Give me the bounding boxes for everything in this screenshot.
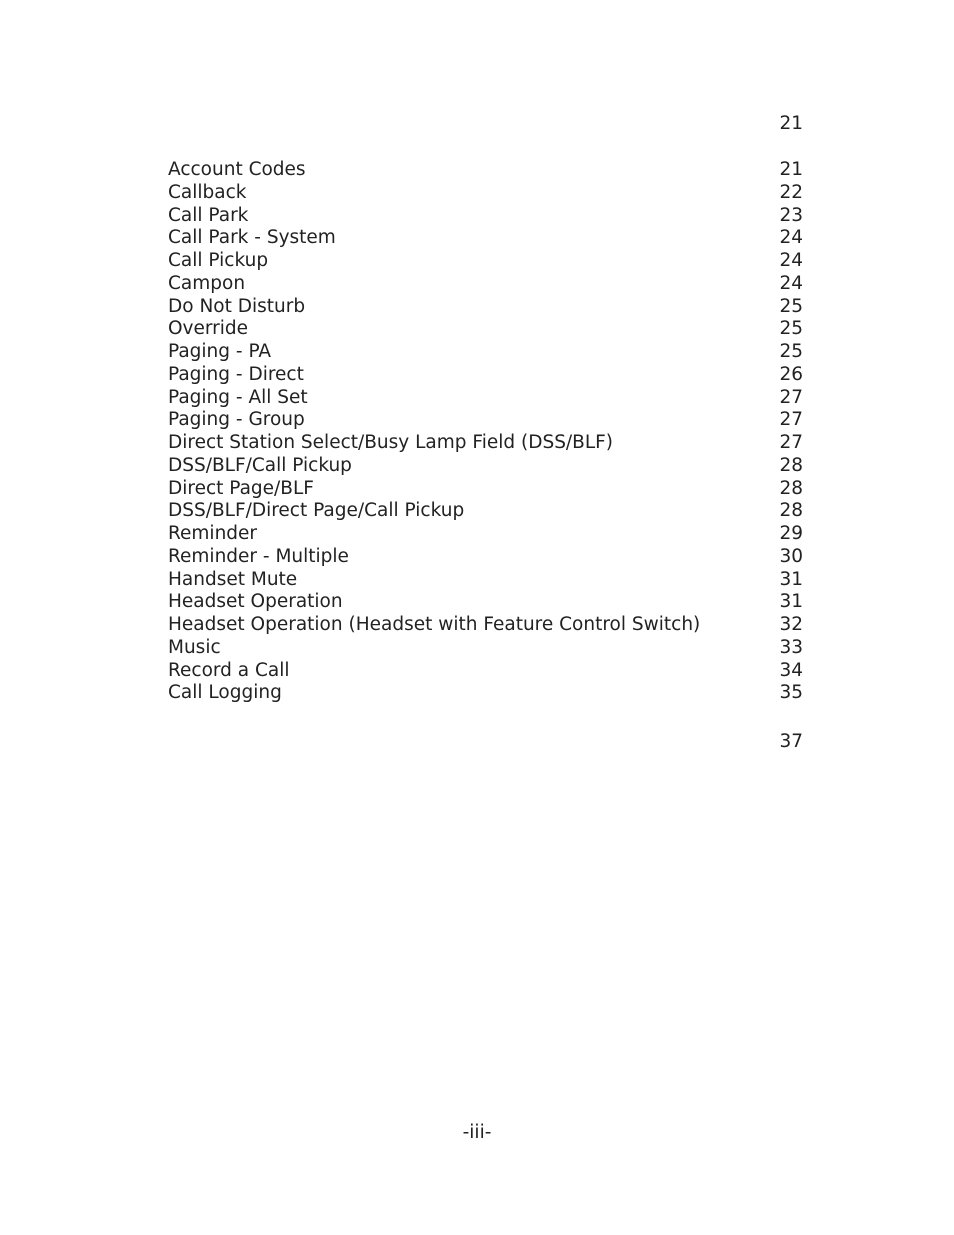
toc-section-page: 21 bbox=[779, 113, 803, 134]
toc-entry[interactable] bbox=[168, 591, 803, 614]
toc-entry-title: Call Logging bbox=[168, 682, 282, 704]
toc-entry-title: Call Pickup bbox=[168, 250, 269, 271]
toc-entry-title: Paging - Group bbox=[168, 409, 305, 431]
toc-entry[interactable] bbox=[168, 614, 803, 637]
toc-entry-page: 25 bbox=[779, 318, 803, 340]
toc-entry-page: 31 bbox=[779, 568, 803, 590]
toc-entry-page: 27 bbox=[779, 386, 803, 408]
toc-entry[interactable] bbox=[168, 250, 803, 273]
toc-entry-title: Headset Operation bbox=[168, 591, 343, 613]
toc-entry[interactable] bbox=[168, 637, 803, 660]
toc-entry-page: 28 bbox=[779, 477, 803, 499]
toc-entry-page: 32 bbox=[779, 614, 803, 635]
toc-entry-title: Call Park bbox=[168, 204, 249, 226]
toc-entry[interactable] bbox=[168, 682, 803, 705]
toc-section-row bbox=[168, 111, 803, 136]
toc-entry-page: 22 bbox=[779, 181, 803, 203]
toc-entry-title: Account Codes bbox=[168, 159, 306, 180]
toc-section-page: 37 bbox=[779, 731, 803, 752]
toc-entry-page: 21 bbox=[779, 159, 803, 180]
toc-entry-page: 25 bbox=[779, 295, 803, 317]
toc-entry-page: 30 bbox=[779, 545, 803, 567]
toc-entry-title: Reminder - Multiple bbox=[168, 545, 349, 567]
toc-entry-page: 29 bbox=[779, 523, 803, 544]
toc-entry-page: 26 bbox=[779, 363, 803, 385]
toc-entry-title: Record a Call bbox=[168, 659, 290, 681]
toc-entry-title: Music bbox=[168, 636, 221, 658]
toc-entry-title: Paging - All Set bbox=[168, 386, 308, 408]
toc-section-row bbox=[168, 729, 803, 754]
toc-entry-page: 28 bbox=[779, 500, 803, 522]
toc-entry[interactable] bbox=[168, 205, 803, 228]
toc-entry[interactable] bbox=[168, 432, 803, 455]
toc-entry-title: Reminder bbox=[168, 523, 258, 544]
toc-entry-page: 27 bbox=[779, 432, 803, 453]
toc-entry-title: Headset Operation (Headset with Feature Control Switch) bbox=[168, 614, 701, 635]
table-of-contents bbox=[168, 111, 803, 754]
toc-entry[interactable] bbox=[168, 523, 803, 546]
toc-entry-page: 27 bbox=[779, 409, 803, 431]
toc-entry-title: Handset Mute bbox=[168, 568, 298, 590]
toc-entry[interactable] bbox=[168, 364, 803, 387]
toc-entry-page: 31 bbox=[779, 591, 803, 613]
toc-entry[interactable] bbox=[168, 409, 803, 432]
toc-entry-page: 34 bbox=[779, 659, 803, 681]
toc-entry-title: Direct Station Select/Busy Lamp Field (DSS/BLF) bbox=[168, 432, 614, 453]
toc-entry-page: 35 bbox=[779, 682, 803, 704]
toc-entry-title: Override bbox=[168, 318, 249, 340]
toc-entry-page: 25 bbox=[779, 341, 803, 362]
toc-entry-page: 24 bbox=[779, 227, 803, 249]
toc-entry-page: 33 bbox=[779, 636, 803, 658]
toc-entries-list bbox=[168, 159, 803, 705]
toc-entry-title: DSS/BLF/Direct Page/Call Pickup bbox=[168, 500, 465, 522]
toc-entry[interactable] bbox=[168, 387, 803, 410]
toc-entry[interactable] bbox=[168, 455, 803, 478]
toc-entry[interactable] bbox=[168, 341, 803, 364]
toc-entry[interactable] bbox=[168, 273, 803, 296]
toc-entry[interactable] bbox=[168, 660, 803, 683]
toc-entry-title: Campon bbox=[168, 272, 246, 294]
toc-entry[interactable] bbox=[168, 227, 803, 250]
toc-entry[interactable] bbox=[168, 478, 803, 501]
toc-entry-title: Paging - PA bbox=[168, 341, 272, 362]
toc-entry[interactable] bbox=[168, 569, 803, 592]
toc-entry-page: 23 bbox=[779, 204, 803, 226]
toc-entry-title: Call Park - System bbox=[168, 227, 336, 249]
toc-entry[interactable] bbox=[168, 159, 803, 182]
toc-entry-page: 28 bbox=[779, 454, 803, 476]
toc-entry[interactable] bbox=[168, 182, 803, 205]
toc-entry[interactable] bbox=[168, 546, 803, 569]
toc-entry-title: Direct Page/BLF bbox=[168, 477, 314, 499]
toc-entry-title: DSS/BLF/Call Pickup bbox=[168, 454, 352, 476]
page-number-footer: -iii- bbox=[462, 1122, 492, 1143]
toc-entry-title: Paging - Direct bbox=[168, 363, 304, 385]
toc-entry-title: Callback bbox=[168, 181, 247, 203]
toc-entry-page: 24 bbox=[779, 272, 803, 294]
toc-entry-page: 24 bbox=[779, 250, 803, 271]
toc-entry[interactable] bbox=[168, 318, 803, 341]
toc-entry[interactable] bbox=[168, 500, 803, 523]
toc-entry-title: Do Not Disturb bbox=[168, 295, 306, 317]
toc-entry[interactable] bbox=[168, 296, 803, 319]
